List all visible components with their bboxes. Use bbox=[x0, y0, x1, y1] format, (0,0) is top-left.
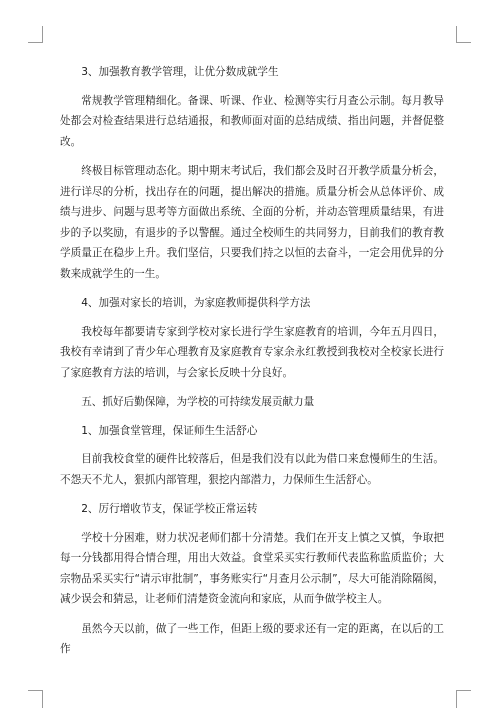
paragraph: 终极目标管理动态化。期中期末考试后，我们都会及时召开教学质量分析会，进行详尽的分析，找出存在的问题，提出解决的措施。质量分析会从总体评价、成绩与进步、问题与思考等方面做出系统、全面的分析，并动态管理质量结果，有进步的予以奖励，有退步的予以警醒。通过全校师生的共同努力，目前我们的教育教学质量正在稳步上升。我们坚信，只要我们持之以恒的去奋斗，一定会用优异的分数来成就学生的一生。 bbox=[60, 165, 444, 280]
paragraph: 我校每年都要请专家到学校对家长进行学生家庭教育的培训，今年五月四日，我校有幸请到了青少年心理教育及家庭教育专家余永红教授到我校对全校家长进行了家庭教育方法的培训，与会家长反映十分良好。 bbox=[60, 325, 444, 379]
section-heading: 1、加强食堂管理，保证师生生活舒心 bbox=[81, 424, 258, 437]
section-heading: 五、抓好后勤保障，为学校的可持续发展贡献力量 bbox=[81, 396, 315, 408]
section-heading: 4、加强对家长的培训，为家庭教师提供科学方法 bbox=[81, 297, 311, 309]
paragraph: 目前我校食堂的硬件比较落后，但是我们没有以此为借口来怠慢师生的生活。不怨天不尤人，狠抓内部管理，狠挖内部潜力，力保师生生活舒心。 bbox=[60, 453, 444, 486]
crop-mark-bottom-left bbox=[28, 690, 43, 708]
paragraph: 常规教学管理精细化。备课、听课、作业、检测等实行月查公示制。每月教导处都会对检查结果进行总结通报，和教师面对面的总结成绩、指出问题，并督促整改。 bbox=[60, 94, 444, 148]
section-heading: 3、加强教育教学管理，让优分数成就学生 bbox=[81, 66, 279, 78]
crop-mark-top-right bbox=[456, 26, 471, 43]
section-heading: 2、厉行增收节支，保证学校正常运转 bbox=[81, 503, 258, 515]
document-body bbox=[60, 62, 444, 660]
paragraph: 学校十分困难，财力状况老师们都十分清楚。我们在开支上慎之又慎，争取把每一分钱都用得合情合理，用出大效益。食堂采买实行教师代表监称监质监价；大宗物品采买实行“请示审批制”，事务账实行“月查月公示制”，尽大可能消除隔阂，减少误会和猜忌，让老师们清楚资金流向和家底，从而争做学校主人。 bbox=[60, 531, 444, 605]
paragraph: 虽然今天以前，做了一些工作，但距上级的要求还有一定的距离，在以后的工作 bbox=[60, 622, 444, 655]
crop-mark-top-left bbox=[28, 26, 43, 43]
crop-mark-bottom-right bbox=[456, 690, 471, 708]
